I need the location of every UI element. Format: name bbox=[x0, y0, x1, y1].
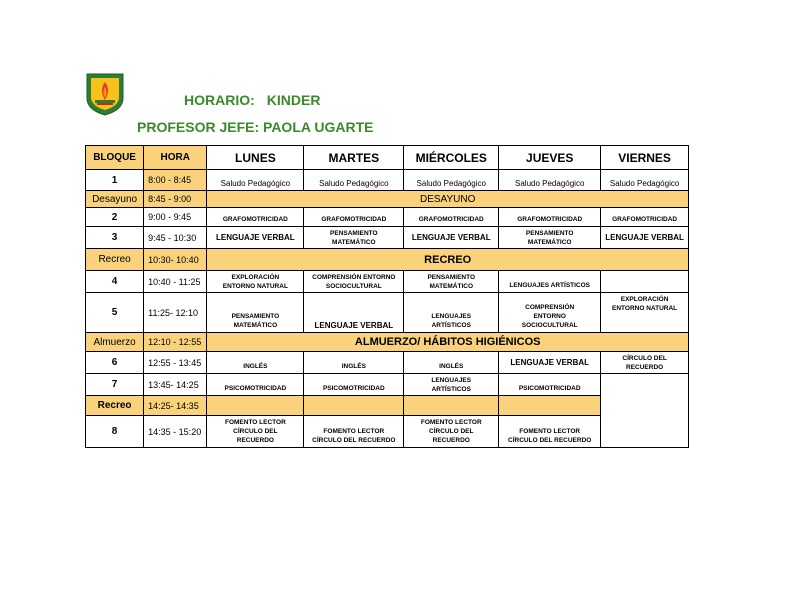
teacher-title: PROFESOR JEFE: PAOLA UGARTE bbox=[137, 119, 374, 135]
class-line: MATEMÁTICO bbox=[332, 238, 376, 246]
class-cell bbox=[404, 271, 499, 293]
class-cell: LENGUAJES ARTÍSTICOS bbox=[499, 271, 601, 293]
class-cell: PSICOMOTRICIDAD bbox=[499, 374, 601, 396]
break-label: Desayuno bbox=[86, 191, 144, 208]
empty-cell bbox=[404, 396, 499, 416]
title-label: HORARIO: bbox=[184, 92, 255, 108]
table-row bbox=[86, 271, 689, 293]
class-line: ENTORNO NATURAL bbox=[612, 305, 678, 312]
class-line: EXPLORACIÓN bbox=[231, 273, 280, 281]
class-line: MATEMÁTICO bbox=[429, 282, 474, 290]
time-cell: 14:35 - 15:20 bbox=[144, 416, 207, 448]
class-line: RECUERDO bbox=[626, 363, 664, 371]
break-activity: DESAYUNO bbox=[207, 191, 689, 208]
class-line: CÍRCULO DEL bbox=[233, 428, 278, 435]
class-cell bbox=[207, 293, 304, 333]
class-cell bbox=[601, 352, 689, 374]
class-cell: GRAFOMOTRICIDAD bbox=[499, 208, 601, 227]
table-row bbox=[86, 352, 689, 374]
break-activity: ALMUERZO/ HÁBITOS HIGIÉNICOS bbox=[207, 333, 689, 352]
class-line: RECUERDO bbox=[236, 437, 274, 444]
time-cell: 9:45 - 10:30 bbox=[144, 227, 207, 249]
class-line: ENTORNO bbox=[533, 313, 566, 320]
class-cell: GRAFOMOTRICIDAD bbox=[304, 208, 404, 227]
class-line: COMPRENSIÓN ENTORNO bbox=[312, 273, 396, 281]
class-cell bbox=[499, 416, 601, 448]
class-cell: GRAFOMOTRICIDAD bbox=[404, 208, 499, 227]
class-line: COMPRENSIÓN bbox=[525, 304, 575, 311]
class-cell bbox=[207, 416, 304, 448]
class-cell bbox=[601, 293, 689, 333]
block-number: 1 bbox=[86, 170, 144, 191]
break-row bbox=[86, 249, 689, 271]
title-value: KINDER bbox=[266, 92, 321, 108]
class-cell: INGLÉS bbox=[207, 352, 304, 374]
header-miercoles: MIÉRCOLES bbox=[404, 146, 499, 170]
class-cell: LENGUAJE VERBAL bbox=[499, 352, 601, 374]
time-cell: 13:45- 14:25 bbox=[144, 374, 207, 396]
time-cell: 12:10 - 12:55 bbox=[144, 333, 207, 352]
class-line: CÍRCULO DEL RECUERDO bbox=[312, 437, 396, 444]
class-cell: Saludo Pedagógico bbox=[207, 170, 304, 191]
class-cell bbox=[304, 416, 404, 448]
table-row bbox=[86, 374, 689, 396]
empty-cell bbox=[601, 271, 689, 293]
class-line: FOMENTO LECTOR bbox=[323, 428, 385, 435]
header-bloque: BLOQUE bbox=[86, 146, 144, 170]
class-cell: Saludo Pedagógico bbox=[499, 170, 601, 191]
time-cell: 9:00 - 9:45 bbox=[144, 208, 207, 227]
header-jueves: JUEVES bbox=[499, 146, 601, 170]
class-line: FOMENTO LECTOR bbox=[420, 419, 482, 426]
header-lunes: LUNES bbox=[207, 146, 304, 170]
table-row bbox=[86, 416, 689, 448]
table-row bbox=[86, 170, 689, 191]
block-number: 7 bbox=[86, 374, 144, 396]
empty-cell bbox=[499, 396, 601, 416]
table-row bbox=[86, 208, 689, 227]
class-line: MATEMÁTICO bbox=[527, 238, 572, 246]
class-cell: LENGUAJE VERBAL bbox=[207, 227, 304, 249]
class-cell: Saludo Pedagógico bbox=[601, 170, 689, 191]
break-row bbox=[86, 396, 689, 416]
class-cell: LENGUAJE VERBAL bbox=[404, 227, 499, 249]
class-cell bbox=[499, 227, 601, 249]
empty-cell bbox=[207, 396, 304, 416]
block-number: 3 bbox=[86, 227, 144, 249]
class-line: PENSAMIENTO bbox=[427, 273, 476, 281]
time-cell: 10:30- 10:40 bbox=[144, 249, 207, 271]
class-cell bbox=[207, 271, 304, 293]
header-row bbox=[86, 146, 689, 170]
time-cell: 14:25- 14:35 bbox=[144, 396, 207, 416]
class-line: PENSAMIENTO bbox=[231, 313, 280, 320]
class-line: LENGUAJES bbox=[431, 376, 472, 384]
class-line: ARTÍSTICOS bbox=[431, 322, 471, 329]
header-hora: HORA bbox=[144, 146, 207, 170]
class-cell: PSICOMOTRICIDAD bbox=[304, 374, 404, 396]
time-cell: 8:45 - 9:00 bbox=[144, 191, 207, 208]
class-cell: LENGUAJE VERBAL bbox=[601, 227, 689, 249]
school-shield-emblem-icon bbox=[85, 70, 125, 116]
class-line: MATEMÁTICO bbox=[233, 322, 278, 329]
class-cell bbox=[404, 293, 499, 333]
block-number: 2 bbox=[86, 208, 144, 227]
empty-cell bbox=[601, 374, 689, 448]
break-label: Recreo bbox=[86, 396, 144, 416]
class-cell bbox=[304, 271, 404, 293]
class-line: CÍRCULO DEL bbox=[622, 354, 667, 362]
class-line: PENSAMIENTO bbox=[525, 229, 574, 237]
break-activity: RECREO bbox=[207, 249, 689, 271]
class-cell bbox=[304, 227, 404, 249]
class-line: LENGUAJES bbox=[431, 313, 472, 320]
class-line: CÍRCULO DEL bbox=[429, 428, 474, 435]
block-number: 4 bbox=[86, 271, 144, 293]
schedule-table bbox=[85, 145, 689, 448]
class-line: FOMENTO LECTOR bbox=[224, 419, 286, 426]
block-number: 8 bbox=[86, 416, 144, 448]
time-cell: 8:00 - 8:45 bbox=[144, 170, 207, 191]
class-cell bbox=[404, 374, 499, 396]
break-row bbox=[86, 333, 689, 352]
class-cell: Saludo Pedagógico bbox=[304, 170, 404, 191]
class-cell: Saludo Pedagógico bbox=[404, 170, 499, 191]
time-cell: 12:55 - 13:45 bbox=[144, 352, 207, 374]
class-cell bbox=[404, 416, 499, 448]
class-cell: INGLÉS bbox=[404, 352, 499, 374]
class-line: SOCIOCULTURAL bbox=[325, 282, 382, 290]
empty-cell bbox=[304, 396, 404, 416]
break-label: Almuerzo bbox=[86, 333, 144, 352]
break-label: Recreo bbox=[86, 249, 144, 271]
time-cell: 10:40 - 11:25 bbox=[144, 271, 207, 293]
class-line: FOMENTO LECTOR bbox=[519, 428, 581, 435]
block-number: 6 bbox=[86, 352, 144, 374]
block-number: 5 bbox=[86, 293, 144, 333]
class-cell: GRAFOMOTRICIDAD bbox=[207, 208, 304, 227]
class-cell: INGLÉS bbox=[304, 352, 404, 374]
class-cell: GRAFOMOTRICIDAD bbox=[601, 208, 689, 227]
header-martes: MARTES bbox=[304, 146, 404, 170]
class-line: EXPLORACIÓN bbox=[620, 296, 669, 303]
class-cell: PSICOMOTRICIDAD bbox=[207, 374, 304, 396]
header-viernes: VIERNES bbox=[601, 146, 689, 170]
class-line: SOCIOCULTURAL bbox=[521, 322, 578, 329]
class-cell: LENGUAJE VERBAL bbox=[304, 293, 404, 333]
class-line: PENSAMIENTO bbox=[330, 229, 378, 237]
table-row bbox=[86, 293, 689, 333]
table-row bbox=[86, 227, 689, 249]
time-cell: 11:25- 12:10 bbox=[144, 293, 207, 333]
class-line: RECUERDO bbox=[432, 437, 470, 444]
class-cell bbox=[499, 293, 601, 333]
schedule-title bbox=[184, 92, 320, 108]
class-line: CÍRCULO DEL RECUERDO bbox=[508, 437, 592, 444]
class-line: ENTORNO NATURAL bbox=[222, 282, 288, 290]
break-row bbox=[86, 191, 689, 208]
class-line: ARTÍSTICOS bbox=[431, 385, 471, 393]
